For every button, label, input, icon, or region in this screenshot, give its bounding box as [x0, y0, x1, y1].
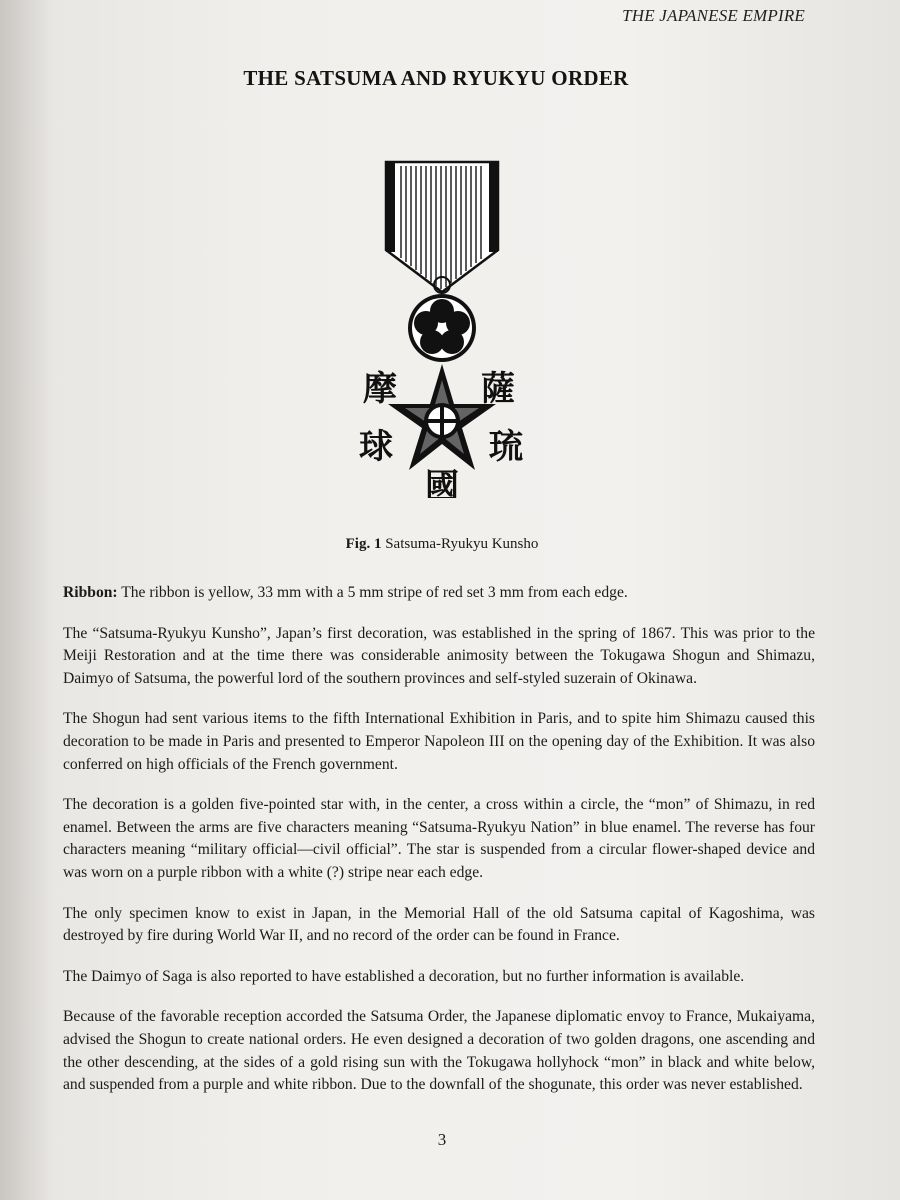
medal-icon	[355, 158, 530, 498]
paragraph: The “Satsuma-Ryukyu Kunsho”, Japan’s first decoration, was established in the spring of 1867. This was prior to the Meiji Restoration and at the time there was considerable animosity between the Tokugawa Shogun and Shimazu, Daimyo of Satsuma, the powerful lord of the southern provinces and self-styled suzerain of Okinawa.	[63, 624, 815, 687]
paragraph: The only specimen know to exist in Japan, in the Memorial Hall of the old Satsuma capital of Kagoshima, was destroyed by fire during World War II, and no record of the order can be found in France.	[63, 904, 815, 945]
page-number: 3	[437, 1130, 447, 1149]
ribbon-label: Ribbon:	[63, 584, 118, 601]
paragraph: The Shogun had sent various items to the fifth International Exhibition in Paris, and to spite him Shimazu caused this decoration to be made in Paris and presented to Emperor Napoleon III on the opening day of the Exhibition. It was also conferred on high officials of the French government.	[63, 710, 815, 773]
ribbon-text: The ribbon is yellow, 33 mm with a 5 mm stripe of red set 3 mm from each edge.	[121, 584, 628, 601]
figure-character-1: 摩	[363, 369, 397, 409]
figure-caption	[0, 536, 884, 553]
ribbon-drawing	[386, 162, 498, 292]
figure-character-2: 薩	[481, 369, 515, 409]
running-head: THE JAPANESE EMPIRE	[622, 6, 805, 25]
body-text	[63, 582, 815, 1115]
paragraph: The decoration is a golden five-pointed star with, in the center, a cross within a circle, the “mon” of Shimazu, in red enamel. Between the arms are five characters meaning “Satsuma-Ryukyu Nation” in blue enamel. The reverse has four characters meaning “military official—civil official”. The star is suspended from a circular flower-shaped device and was worn on a purple ribbon with a white (?) stripe near each edge.	[63, 796, 815, 881]
ribbon-paragraph	[63, 582, 815, 605]
page-title: THE SATSUMA AND RYUKYU ORDER	[243, 66, 629, 90]
figure-character-5: 國	[425, 467, 459, 498]
caption-label: Fig. 1	[345, 536, 382, 552]
paragraph: The Daimyo of Saga is also reported to have established a decoration, but no further information is available.	[63, 967, 745, 985]
figure-character-3: 球	[359, 427, 393, 467]
medal-illustration	[355, 158, 530, 498]
caption-text: Satsuma-Ryukyu Kunsho	[385, 536, 539, 552]
figure-character-4: 琉	[489, 427, 523, 467]
flower-device	[408, 294, 476, 362]
paragraph: Because of the favorable reception accorded the Satsuma Order, the Japanese diplomatic envoy to France, Mukaiyama, advised the Shogun to create national orders. He even designed a decoration of two golden dragons, one ascending and the other descending, at the sides of a gold rising sun with the Tokugawa hollyhock “mon” in black and white below, and suspended from a purple and white ribbon. Due to the downfall of the shogunate, this order was never established.	[63, 1008, 815, 1094]
